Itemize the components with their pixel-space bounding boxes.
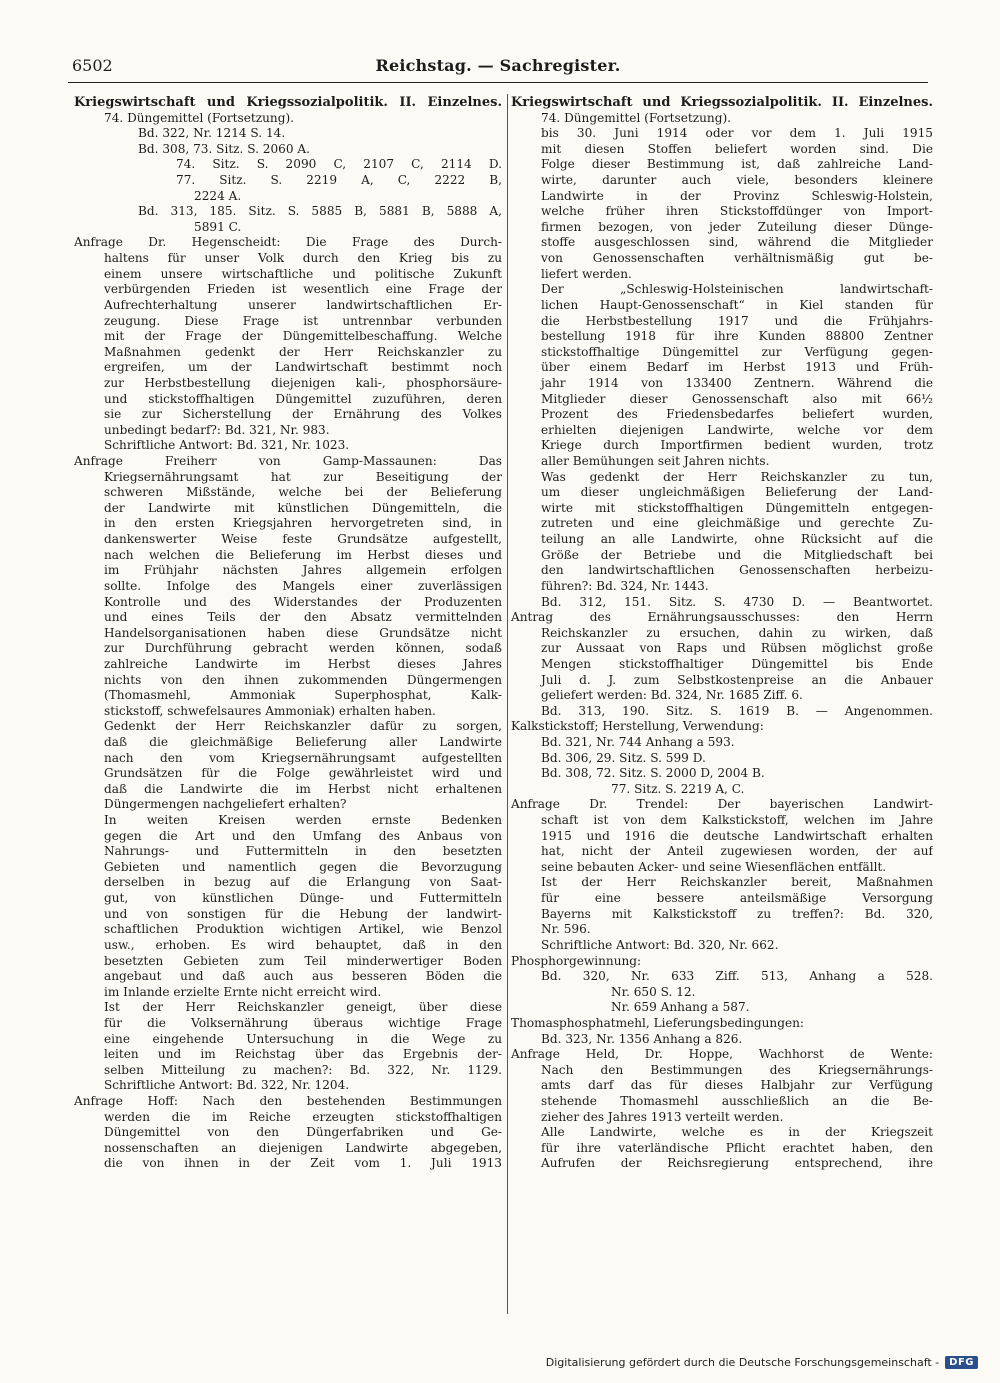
text-line: Ist der Herr Reichskanzler bereit, Maßnahmen	[541, 875, 933, 890]
text-line: mit der Frage der Düngemittelbeschaffung. Welche	[104, 329, 502, 344]
text-line: Kriegsernährungsamt hat zur Beseitigung der	[104, 469, 502, 484]
text-line: im Frühjahr nächsten Jahres allgemein erfolgen	[104, 563, 502, 578]
column-divider	[507, 94, 508, 1314]
text-line: Bd. 322, Nr. 1214 S. 14.	[138, 126, 286, 141]
text-line: zieher des Jahres 1913 verteilt werden.	[541, 1109, 784, 1124]
text-line: Bd. 313, 190. Sitz. S. 1619 B. — Angenommen.	[541, 703, 933, 718]
text-line: nach welchen die Belieferung im Herbst dieses und	[104, 547, 502, 562]
text-line: Gebieten und namentlich gegen die Bevorzugung	[104, 859, 502, 874]
text-line: 74. Sitz. S. 2090 C, 2107 C, 2114 D.	[176, 157, 502, 172]
text-line: erhielten diejenigen Landwirte, welche vor dem	[541, 422, 933, 437]
left-column	[74, 95, 502, 1172]
text-line: Ist der Herr Reichskanzler geneigt, über diese	[104, 1000, 502, 1015]
text-line: In weiten Kreisen werden ernste Bedenken	[104, 813, 502, 828]
text-line: und eines Teils der den Absatz vermittelnden	[104, 610, 502, 625]
text-line: zur Aussaat von Raps und Rübsen möglichst große	[541, 641, 933, 656]
text-line: seine bebauten Acker- und seine Wiesenflächen entfällt.	[541, 859, 887, 874]
text-line: Phosphorgewinnung:	[511, 953, 642, 968]
text-line: Kriegswirtschaft und Kriegssozialpolitik. II. Einzelnes.	[511, 95, 933, 110]
text-line: stoffe ausgeschlossen sind, während die Mitglieder	[541, 235, 933, 250]
footer	[546, 1356, 978, 1369]
text-line: Nahrungs- und Futtermitteln in den besetzten	[104, 844, 502, 859]
text-line: 77. Sitz. S. 2219 A, C, 2222 B,	[176, 173, 502, 188]
text-line: angebaut und daß auch aus besseren Böden die	[104, 969, 502, 984]
text-line: stickstoffhaltige Düngemittel zur Verfügung gegen-	[541, 344, 933, 359]
text-line: aller Bemühungen seit Jahren nichts.	[541, 454, 770, 469]
text-line: Kriegswirtschaft und Kriegssozialpolitik. II. Einzelnes.	[74, 95, 502, 110]
text-line: die von ihnen in der Zeit vom 1. Juli 1913	[104, 1156, 502, 1171]
header-rule	[68, 82, 928, 83]
text-line: liefert werden.	[541, 266, 632, 281]
right-column	[511, 95, 933, 1172]
text-line: Anfrage Hoff: Nach den bestehenden Bestimmungen	[74, 1094, 502, 1108]
text-line: den landwirtschaftlichen Genossenschaften herbeizu-	[541, 563, 933, 578]
text-line: Düngemittel von den Düngerfabriken und Ge-	[104, 1125, 502, 1140]
text-line: Nr. 659 Anhang a 587.	[611, 1000, 750, 1015]
text-line: Bd. 308, 72. Sitz. S. 2000 D, 2004 B.	[541, 766, 765, 781]
text-line: unbedingt bedarf?: Bd. 321, Nr. 983.	[104, 422, 330, 437]
text-line: 2224 A.	[194, 188, 242, 203]
text-line: bis 30. Juni 1914 oder vor dem 1. Juli 1915	[541, 126, 933, 141]
text-line: amts darf das für dieses Halbjahr zur Verfügung	[541, 1078, 933, 1093]
text-line: ergreifen, um der Landwirtschaft bestimmt noch	[104, 360, 502, 375]
text-line: Nr. 596.	[541, 922, 591, 937]
text-line: für die Volksernährung überaus wichtige Frage	[104, 1015, 502, 1030]
text-line: Bd. 313, 185. Sitz. S. 5885 B, 5881 B, 5888 A,	[138, 204, 502, 219]
text-line: Mitglieder dieser Genossenschaft also mit 66½	[541, 391, 933, 406]
text-line: welche früher ihren Stickstoffdünger von Import-	[541, 204, 933, 219]
text-line: besetzten Gebieten zum Teil minderwertiger Boden	[104, 953, 502, 968]
text-line: um dieser ungleichmäßigen Belieferung der Land-	[541, 485, 933, 500]
text-line: selben Mitteilung zu machen?: Bd. 322, Nr. 1129.	[104, 1062, 502, 1077]
text-line: Düngermengen nachgeliefert erhalten?	[104, 797, 347, 812]
text-line: Juli d. J. zum Selbstkostenpreise an die Anbauer	[541, 672, 933, 687]
text-line: Aufrechterhaltung unserer landwirtschaftlichen Er-	[104, 297, 502, 312]
text-line: Antrag des Ernährungsausschusses: den Herrn	[511, 610, 933, 625]
text-line: bestellung 1918 für ihre Kunden 88800 Zentner	[541, 329, 933, 344]
text-line: für ihre vaterländische Pflicht erachtet haben, den	[541, 1140, 933, 1155]
text-line: teilung an alle Landwirte, ohne Rücksicht auf die	[541, 532, 933, 547]
text-line: zur Durchführung gebracht werden können, sodaß	[104, 641, 502, 656]
text-line: und von sonstigen für die Hebung der landwirt-	[104, 906, 502, 921]
text-line: daß die Landwirte die im Herbst nicht erhaltenen	[104, 781, 502, 796]
text-line: Bd. 306, 29. Sitz. S. 599 D.	[541, 750, 706, 765]
funding-note: Digitalisierung gefördert durch die Deutsche Forschungsgemeinschaft -	[545, 1356, 940, 1369]
text-line: Nach den Bestimmungen des Kriegsernährungs-	[541, 1062, 933, 1077]
text-line: Bd. 321, Nr. 744 Anhang a 593.	[541, 734, 735, 749]
text-line: wirte mit stickstoffhaltigen Düngemitteln entgegen-	[541, 500, 933, 515]
page-number: 6502	[72, 56, 113, 75]
text-line: jahr 1914 von 133400 Zentnern. Während die	[541, 375, 933, 390]
text-line: schaft ist von dem Kalkstickstoff, welchen im Jahre	[541, 813, 933, 828]
text-line: Anfrage Freiherr von Gamp-Massaunen: Das	[74, 454, 502, 469]
text-line: Anfrage Dr. Trendel: Der bayerischen Landwirt-	[511, 797, 933, 812]
text-line: der Landwirte mit künstlichen Düngemitteln, die	[104, 500, 502, 515]
text-line: gut, von künstlichen Dünge- und Futtermitteln	[104, 891, 502, 906]
text-line: lichen Haupt-Genossenschaft“ in Kiel standen für	[541, 297, 933, 312]
text-line: usw., erhoben. Es wird behauptet, daß in den	[104, 937, 502, 952]
text-line: sie zur Sicherstellung der Ernährung des Volkes	[104, 407, 502, 422]
dfg-logo: DFG	[945, 1356, 978, 1369]
text-line: firmen bezogen, von jeder Zuteilung dieser Dünge-	[541, 219, 933, 234]
text-line: (Thomasmehl, Ammoniak Superphosphat, Kalk-	[104, 688, 502, 703]
text-line: Der „Schleswig-Holsteinischen landwirtschaft-	[541, 282, 933, 297]
text-line: einem unsere wirtschaftliche und politische Zukunft	[104, 266, 502, 281]
text-line: derselben in bezug auf die Erlangung von Saat-	[104, 875, 502, 890]
text-line: leiten und im Reichstag über das Ergebnis der-	[104, 1047, 502, 1062]
text-line: sollte. Infolge des Mangels einer zuverlässigen	[104, 578, 502, 593]
text-line: nach den vom Kriegsernährungsamt aufgestellten	[104, 750, 502, 765]
text-line: führen?: Bd. 324, Nr. 1443.	[541, 578, 709, 593]
text-line: über einem Bedarf im Herbst 1913 und Früh-	[541, 360, 933, 375]
text-line: Kontrolle und des Widerstandes der Produzenten	[104, 594, 502, 609]
text-line: Kalkstickstoff; Herstellung, Verwendung:	[511, 719, 764, 734]
text-line: in den ersten Kriegsjahren hervorgetreten sind, in	[104, 516, 502, 531]
text-line: stehende Thomasmehl ausschließlich an die Be-	[541, 1094, 933, 1108]
text-line: Landwirte in der Provinz Schleswig-Holstein,	[541, 188, 933, 203]
text-line: mit diesen Stoffen beliefert worden sind. Die	[541, 141, 933, 156]
text-line: 74. Düngemittel (Fortsetzung).	[104, 110, 295, 125]
text-line: Prozent des Friedensbedarfes beliefert wurden,	[541, 407, 933, 422]
text-line: Schriftliche Antwort: Bd. 321, Nr. 1023.	[104, 438, 350, 453]
text-line: im Inlande erzielte Ernte nicht erreicht wird.	[104, 984, 382, 999]
text-line: schweren Mißstände, welche bei der Belieferung	[104, 485, 502, 500]
text-line: daß die gleichmäßige Belieferung aller Landwirte	[104, 734, 502, 749]
text-line: Bd. 320, Nr. 633 Ziff. 513, Anhang a 528.	[541, 969, 933, 984]
text-line: hat, nicht der Anteil zugewiesen worden, der auf	[541, 844, 933, 859]
text-line: Thomasphosphatmehl, Lieferungsbedingungen:	[511, 1015, 804, 1030]
text-line: zeugung. Diese Frage ist untrennbar verbunden	[104, 313, 502, 328]
running-title: Reichstag. — Sachregister.	[375, 56, 621, 75]
text-line: Aufrufen der Reichsregierung entsprechend, ihre	[541, 1156, 933, 1171]
text-line: Nr. 650 S. 12.	[611, 984, 696, 999]
text-line: 5891 C.	[194, 219, 242, 234]
text-line: verbürgenden Frieden ist wesentlich eine Frage der	[104, 282, 502, 297]
text-line: Bd. 323, Nr. 1356 Anhang a 826.	[541, 1031, 743, 1046]
text-line: zur Herbstbestellung diejenigen kali-, phosphorsäure-	[104, 375, 502, 390]
text-line: werden die im Reiche erzeugten stickstoffhaltigen	[104, 1109, 502, 1124]
text-line: Handelsorganisationen haben diese Grundsätze nicht	[104, 625, 502, 640]
text-line: Maßnahmen gedenkt der Herr Reichskanzler zu	[104, 344, 502, 359]
text-line: stickstoff, schwefelsaures Ammoniak) erhalten haben.	[104, 703, 436, 718]
text-line: Bayerns mit Kalkstickstoff zu treffen?: Bd. 320,	[541, 906, 933, 921]
text-line: gegen die Art und den Umfang des Anbaus von	[104, 828, 502, 843]
text-line: Was gedenkt der Herr Reichskanzler zu tun,	[541, 469, 933, 484]
text-line: nichts von den ihnen zukommenden Düngermengen	[104, 672, 502, 687]
text-line: schaftlichen Produktion wichtigen Artikel, wie Benzol	[104, 922, 502, 937]
text-line: 74. Düngemittel (Fortsetzung).	[541, 110, 732, 125]
text-line: Reichskanzler zu ersuchen, dahin zu wirken, daß	[541, 625, 933, 640]
text-line: nossenschaften an diejenigen Landwirte abgegeben,	[104, 1140, 502, 1155]
text-line: Kriege durch Importfirmen bedient wurden, trotz	[541, 438, 933, 453]
text-line: Alle Landwirte, welche es in der Kriegszeit	[541, 1125, 933, 1140]
text-line: für eine bessere anteilsmäßige Versorgung	[541, 891, 933, 906]
text-line: Gedenkt der Herr Reichskanzler dafür zu sorgen,	[104, 719, 502, 734]
text-line: wirte, darunter auch viele, besonders kleinere	[541, 173, 933, 188]
text-line: Größe der Betriebe und die Mitgliedschaft bei	[541, 547, 933, 562]
text-line: von Genossenschaften verhältnismäßig gut be-	[541, 251, 933, 266]
text-line: eine eingehende Untersuchung in die Wege zu	[104, 1031, 502, 1046]
text-line: 77. Sitz. S. 2219 A, C.	[611, 781, 745, 796]
text-line: Bd. 312, 151. Sitz. S. 4730 D. — Beantwortet.	[541, 594, 933, 609]
text-line: zutreten und eine gleichmäßige und gerechte Zu-	[541, 516, 933, 531]
text-line: dankenswerter Weise feste Grundsätze aufgestellt,	[104, 532, 502, 547]
text-line: haltens für unser Volk durch den Krieg bis zu	[104, 251, 502, 266]
text-line: Anfrage Held, Dr. Hoppe, Wachhorst de Wente:	[511, 1047, 933, 1062]
text-line: und stickstoffhaltigen Düngemittel zuzuführen, deren	[104, 391, 502, 406]
page-header	[68, 56, 928, 82]
text-line: Schriftliche Antwort: Bd. 320, Nr. 662.	[541, 937, 779, 952]
text-line: zahlreiche Landwirte im Herbst dieses Jahres	[104, 656, 502, 671]
text-line: geliefert werden: Bd. 324, Nr. 1685 Ziff. 6.	[541, 688, 803, 703]
text-line: Schriftliche Antwort: Bd. 322, Nr. 1204.	[104, 1078, 350, 1093]
text-line: die Herbstbestellung 1917 und die Frühjahrs-	[541, 313, 933, 328]
text-line: 1915 und 1916 die deutsche Landwirtschaft erhalten	[541, 828, 933, 843]
text-line: Folge dieser Bestimmung ist, daß zahlreiche Land-	[541, 157, 933, 172]
text-line: Mengen stickstoffhaltiger Düngemittel bis Ende	[541, 656, 933, 671]
text-line: Bd. 308, 73. Sitz. S. 2060 A.	[138, 141, 310, 156]
text-line: Anfrage Dr. Hegenscheidt: Die Frage des Durch-	[74, 235, 502, 250]
text-line: Grundsätzen für die Folge gewährleistet wird und	[104, 766, 502, 781]
